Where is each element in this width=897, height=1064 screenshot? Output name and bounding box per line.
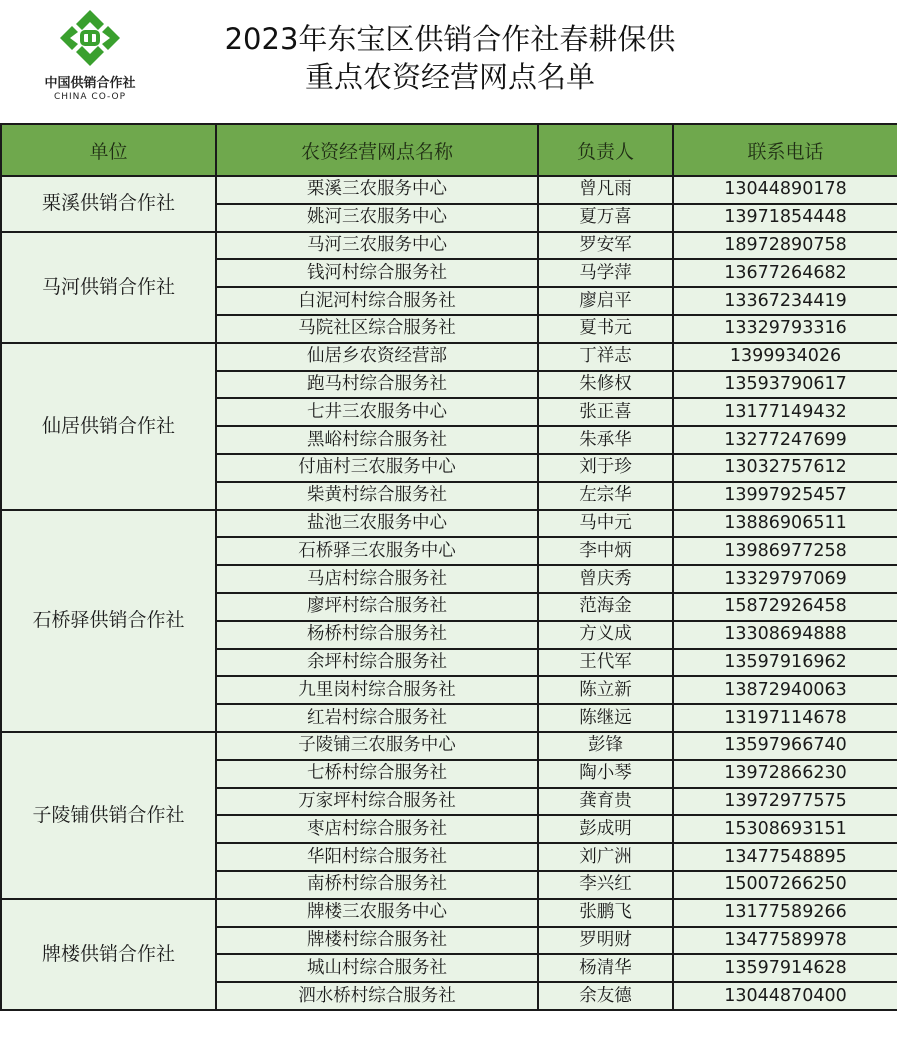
manager-cell: 余友德 — [538, 982, 673, 1010]
outlet-name-cell: 马店村综合服务社 — [216, 565, 538, 593]
outlet-name-cell: 廖坪村综合服务社 — [216, 593, 538, 621]
outlet-name-cell: 泗水桥村综合服务社 — [216, 982, 538, 1010]
phone-cell: 15872926458 — [673, 593, 897, 621]
phone-cell: 13044870400 — [673, 982, 897, 1010]
manager-cell: 陶小琴 — [538, 760, 673, 788]
phone-cell: 13971854448 — [673, 204, 897, 232]
outlet-name-cell: 枣店村综合服务社 — [216, 815, 538, 843]
outlet-name-cell: 黑峪村综合服务社 — [216, 426, 538, 454]
manager-cell: 彭锋 — [538, 732, 673, 760]
table-row — [1, 176, 897, 204]
manager-cell: 张正喜 — [538, 398, 673, 426]
outlet-name-cell: 跑马村综合服务社 — [216, 371, 538, 399]
unit-cell: 栗溪供销合作社 — [1, 176, 216, 232]
manager-cell: 朱承华 — [538, 426, 673, 454]
table-row — [1, 343, 897, 371]
column-header-unit: 单位 — [1, 124, 216, 176]
title-line-1: 2023年东宝区供销合作社春耕保供 — [224, 22, 676, 56]
phone-cell: 13997925457 — [673, 482, 897, 510]
unit-cell: 石桥驿供销合作社 — [1, 510, 216, 732]
phone-cell: 18972890758 — [673, 232, 897, 260]
manager-cell: 杨清华 — [538, 954, 673, 982]
phone-cell: 13477589978 — [673, 927, 897, 955]
manager-cell: 王代军 — [538, 649, 673, 677]
manager-cell: 范海金 — [538, 593, 673, 621]
outlet-name-cell: 姚河三农服务中心 — [216, 204, 538, 232]
phone-cell: 13593790617 — [673, 371, 897, 399]
phone-cell: 13044890178 — [673, 176, 897, 204]
manager-cell: 廖启平 — [538, 287, 673, 315]
manager-cell: 陈立新 — [538, 676, 673, 704]
outlet-name-cell: 仙居乡农资经营部 — [216, 343, 538, 371]
manager-cell: 曾凡雨 — [538, 176, 673, 204]
phone-cell: 13308694888 — [673, 621, 897, 649]
table-row — [1, 899, 897, 927]
outlet-table — [0, 123, 897, 1011]
table-body — [1, 176, 897, 1010]
manager-cell: 马中元 — [538, 510, 673, 538]
phone-cell: 13597914628 — [673, 954, 897, 982]
table-row — [1, 510, 897, 538]
outlet-name-cell: 子陵铺三农服务中心 — [216, 732, 538, 760]
logo-english-text: CHINA CO-OP — [53, 92, 127, 102]
manager-cell: 曾庆秀 — [538, 565, 673, 593]
phone-cell: 13886906511 — [673, 510, 897, 538]
phone-cell: 13597916962 — [673, 649, 897, 677]
phone-cell: 13177149432 — [673, 398, 897, 426]
column-header-phone: 联系电话 — [673, 124, 897, 176]
outlet-name-cell: 南桥村综合服务社 — [216, 871, 538, 899]
unit-cell: 牌楼供销合作社 — [1, 899, 216, 1010]
china-coop-logo — [30, 8, 150, 108]
manager-cell: 左宗华 — [538, 482, 673, 510]
logo-chinese-text: 中国供销合作社 — [44, 76, 136, 91]
unit-cell: 子陵铺供销合作社 — [1, 732, 216, 899]
manager-cell: 马学萍 — [538, 259, 673, 287]
outlet-name-cell: 马河三农服务中心 — [216, 232, 538, 260]
outlet-name-cell: 付庙村三农服务中心 — [216, 454, 538, 482]
phone-cell: 13677264682 — [673, 259, 897, 287]
phone-cell: 1399934026 — [673, 343, 897, 371]
manager-cell: 方义成 — [538, 621, 673, 649]
manager-cell: 张鹏飞 — [538, 899, 673, 927]
phone-cell: 13197114678 — [673, 704, 897, 732]
manager-cell: 丁祥志 — [538, 343, 673, 371]
document-header — [0, 0, 897, 122]
phone-cell: 13367234419 — [673, 287, 897, 315]
outlet-name-cell: 栗溪三农服务中心 — [216, 176, 538, 204]
phone-cell: 13329797069 — [673, 565, 897, 593]
outlet-name-cell: 盐池三农服务中心 — [216, 510, 538, 538]
phone-cell: 13972866230 — [673, 760, 897, 788]
outlet-name-cell: 七桥村综合服务社 — [216, 760, 538, 788]
outlet-name-cell: 杨桥村综合服务社 — [216, 621, 538, 649]
outlet-name-cell: 石桥驿三农服务中心 — [216, 537, 538, 565]
china-coop-logo-icon — [58, 8, 122, 68]
table-row — [1, 732, 897, 760]
outlet-name-cell: 城山村综合服务社 — [216, 954, 538, 982]
manager-cell: 罗明财 — [538, 927, 673, 955]
table-row — [1, 232, 897, 260]
outlet-name-cell: 柴黄村综合服务社 — [216, 482, 538, 510]
phone-cell: 15308693151 — [673, 815, 897, 843]
manager-cell: 朱修权 — [538, 371, 673, 399]
phone-cell: 13872940063 — [673, 676, 897, 704]
phone-cell: 13277247699 — [673, 426, 897, 454]
title-line-2: 重点农资经营网点名单 — [304, 60, 595, 94]
phone-cell: 13477548895 — [673, 843, 897, 871]
column-header-manager: 负责人 — [538, 124, 673, 176]
unit-cell: 仙居供销合作社 — [1, 343, 216, 510]
phone-cell: 13177589266 — [673, 899, 897, 927]
manager-cell: 夏万喜 — [538, 204, 673, 232]
manager-cell: 夏书元 — [538, 315, 673, 343]
phone-cell: 13329793316 — [673, 315, 897, 343]
manager-cell: 刘于珍 — [538, 454, 673, 482]
outlet-name-cell: 七井三农服务中心 — [216, 398, 538, 426]
outlet-name-cell: 华阳村综合服务社 — [216, 843, 538, 871]
outlet-name-cell: 钱河村综合服务社 — [216, 259, 538, 287]
manager-cell: 彭成明 — [538, 815, 673, 843]
manager-cell: 刘广洲 — [538, 843, 673, 871]
manager-cell: 李兴红 — [538, 871, 673, 899]
table-header-row — [1, 124, 897, 176]
outlet-name-cell: 牌楼村综合服务社 — [216, 927, 538, 955]
outlet-name-cell: 红岩村综合服务社 — [216, 704, 538, 732]
manager-cell: 罗安军 — [538, 232, 673, 260]
phone-cell: 15007266250 — [673, 871, 897, 899]
manager-cell: 陈继远 — [538, 704, 673, 732]
phone-cell: 13032757612 — [673, 454, 897, 482]
outlet-name-cell: 九里岗村综合服务社 — [216, 676, 538, 704]
phone-cell: 13986977258 — [673, 537, 897, 565]
phone-cell: 13972977575 — [673, 788, 897, 816]
manager-cell: 龚育贵 — [538, 788, 673, 816]
document-title — [170, 20, 730, 96]
outlet-name-cell: 白泥河村综合服务社 — [216, 287, 538, 315]
manager-cell: 李中炳 — [538, 537, 673, 565]
unit-cell: 马河供销合作社 — [1, 232, 216, 343]
phone-cell: 13597966740 — [673, 732, 897, 760]
outlet-name-cell: 牌楼三农服务中心 — [216, 899, 538, 927]
outlet-name-cell: 余坪村综合服务社 — [216, 649, 538, 677]
outlet-name-cell: 马院社区综合服务社 — [216, 315, 538, 343]
outlet-name-cell: 万家坪村综合服务社 — [216, 788, 538, 816]
column-header-outlet-name: 农资经营网点名称 — [216, 124, 538, 176]
